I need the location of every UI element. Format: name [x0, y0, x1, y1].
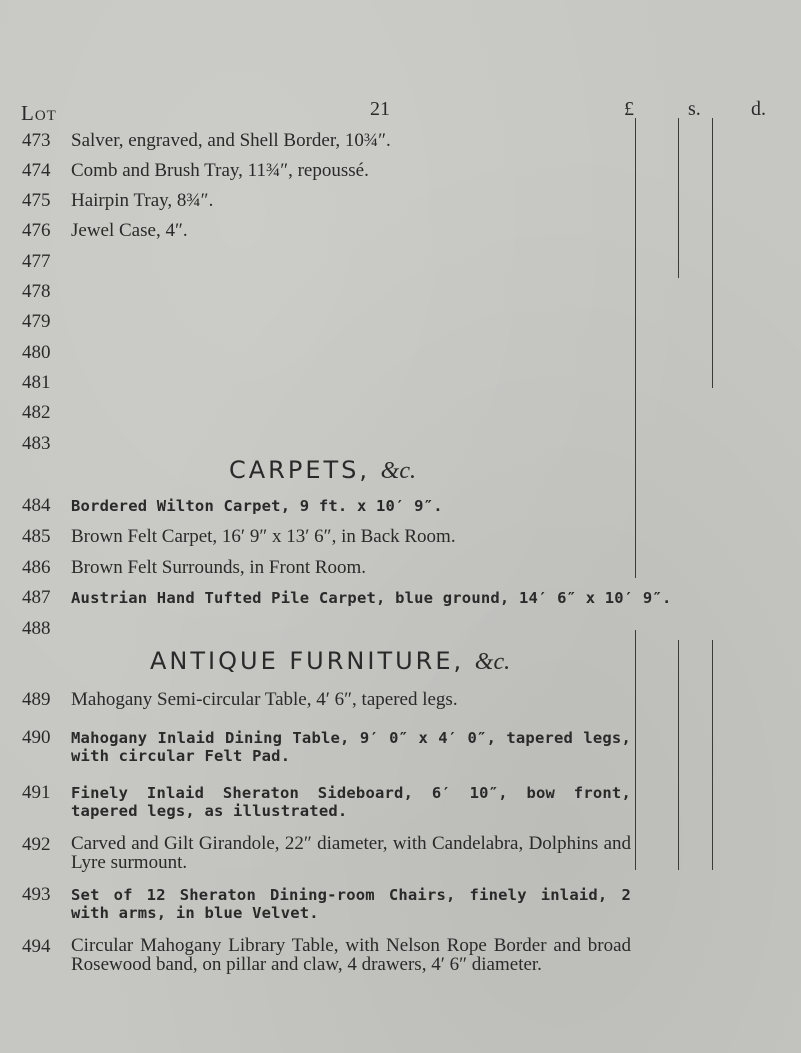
lot-column-header: Lot: [21, 101, 57, 125]
lot-number: 475: [22, 190, 51, 211]
lot-description: Austrian Hand Tufted Pile Carpet, blue ground, 14′ 6″ x 10′ 9″.: [71, 589, 672, 607]
lot-description: Brown Felt Carpet, 16′ 9″ x 13′ 6″, in Back Room.: [71, 526, 456, 547]
lot-description: Jewel Case, 4″.: [71, 220, 188, 241]
lot-number: 485: [22, 526, 51, 547]
lot-number: 480: [22, 342, 51, 363]
price-column-rule: [712, 640, 713, 870]
lot-number: 474: [22, 160, 51, 181]
lot-number: 492: [22, 834, 51, 855]
lot-number: 473: [22, 130, 51, 151]
lot-number: 486: [22, 557, 51, 578]
lot-number: 481: [22, 372, 51, 393]
lot-number: 479: [22, 311, 51, 332]
page-number: 21: [370, 98, 390, 120]
lot-description: Hairpin Tray, 8¾″.: [71, 190, 214, 211]
lot-description: Comb and Brush Tray, 11¾″, repoussé.: [71, 160, 369, 181]
price-column-rule: [712, 118, 713, 388]
shillings-column-header: s.: [688, 98, 701, 120]
lot-number: 476: [22, 220, 51, 241]
lot-description: Bordered Wilton Carpet, 9 ft. x 10′ 9″.: [71, 497, 443, 515]
price-column-rule: [678, 118, 679, 278]
lot-description: Mahogany Inlaid Dining Table, 9′ 0″ x 4′ 0″, tapered legs, with circular Felt Pad.: [71, 729, 631, 765]
lot-description: Finely Inlaid Sheraton Sideboard, 6′ 10″, bow front, tapered legs, as illustrated.: [71, 784, 631, 820]
lot-number: 493: [22, 884, 51, 905]
lot-number: 491: [22, 782, 51, 803]
lot-description: Salver, engraved, and Shell Border, 10¾″.: [71, 130, 391, 151]
carpets-heading-text: CARPETS,: [229, 456, 371, 484]
lot-number: 487: [22, 587, 51, 608]
lot-number: 482: [22, 402, 51, 423]
lot-number: 477: [22, 251, 51, 272]
lot-description: Mahogany Semi-circular Table, 4′ 6″, tapered legs.: [71, 689, 458, 710]
lot-description: Set of 12 Sheraton Dining-room Chairs, finely inlaid, 2 with arms, in blue Velvet.: [71, 886, 631, 922]
pence-column-header: d.: [751, 98, 766, 120]
lot-description: Carved and Gilt Girandole, 22″ diameter, with Candelabra, Dolphins and Lyre surmount.: [71, 833, 631, 873]
furniture-heading-text: ANTIQUE FURNITURE,: [150, 647, 465, 675]
lot-description: Circular Mahogany Library Table, with Nelson Rope Border and broad Rosewood band, on pillar and claw, 4 drawers, 4′ 6″ diameter.: [71, 935, 631, 975]
lot-number: 490: [22, 727, 51, 748]
pounds-column-header: £: [624, 98, 634, 120]
lot-number: 483: [22, 433, 51, 454]
lot-description: Brown Felt Surrounds, in Front Room.: [71, 557, 367, 578]
price-column-rule: [635, 630, 636, 870]
furniture-heading-suffix: &c.: [474, 649, 511, 675]
lot-number: 488: [22, 618, 51, 639]
lot-number: 489: [22, 689, 51, 710]
carpets-heading-suffix: &c.: [380, 458, 416, 484]
price-column-rule: [635, 118, 636, 578]
price-column-rule: [678, 640, 679, 870]
lot-number: 484: [22, 495, 51, 516]
furniture-section-heading: [150, 647, 510, 676]
lot-number: 494: [22, 936, 51, 957]
carpets-section-heading: [229, 456, 416, 485]
lot-number: 478: [22, 281, 51, 302]
